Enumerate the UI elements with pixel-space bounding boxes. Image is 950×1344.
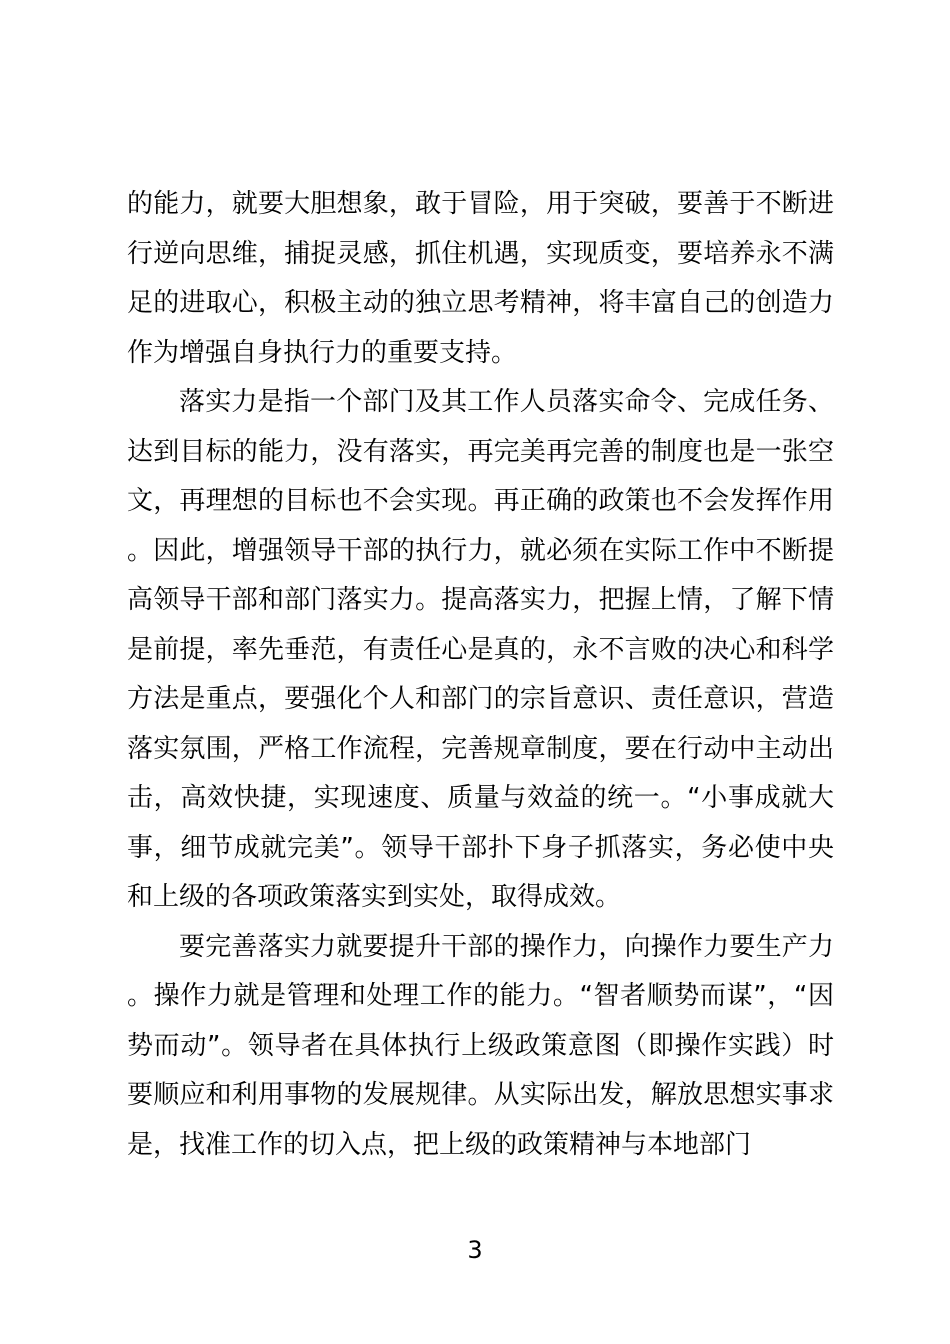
- paragraph-1: 的能力，就要大胆想象，敢于冒险，用于突破，要善于不断进行逆向思维，捕捉灵感，抓住机遇，实现质变，要培养永不满足的进取心，积极主动的独立思考精神，将丰富自己的创造力作为增强自身执行力的重要支持。: [127, 189, 834, 368]
- paragraph-3: 要完善落实力就要提升干部的操作力，向操作力要生产力。操作力就是管理和处理工作的能力。“智者顺势而谋”，“因势而动”。领导者在具体执行上级政策意图（即操作实践）时要顺应和利用事物的发展规律。从实际出发，解放思想实事求是，找准工作的切入点，把上级的政策精神与本地部门: [127, 931, 834, 1160]
- body-text: [127, 180, 834, 1170]
- paragraph-2: 落实力是指一个部门及其工作人员落实命令、完成任务、达到目标的能力，没有落实，再完美再完善的制度也是一张空文，再理想的目标也不会实现。再正确的政策也不会发挥作用。因此，增强领导干部的执行力，就必须在实际工作中不断提高领导干部和部门落实力。提高落实力，把握上情，了解下情是前提，率先垂范，有责任心是真的，永不言败的决心和科学方法是重点，要强化个人和部门的宗旨意识、责任意识，营造落实氛围，严格工作流程，完善规章制度，要在行动中主动出击，高效快捷，实现速度、质量与效益的统一。“小事成就大事，细节成就完美”。领导干部扑下身子抓落实，务必使中央和上级的各项政策落实到实处，取得成效。: [127, 387, 834, 912]
- page-number: 3: [467, 1236, 483, 1264]
